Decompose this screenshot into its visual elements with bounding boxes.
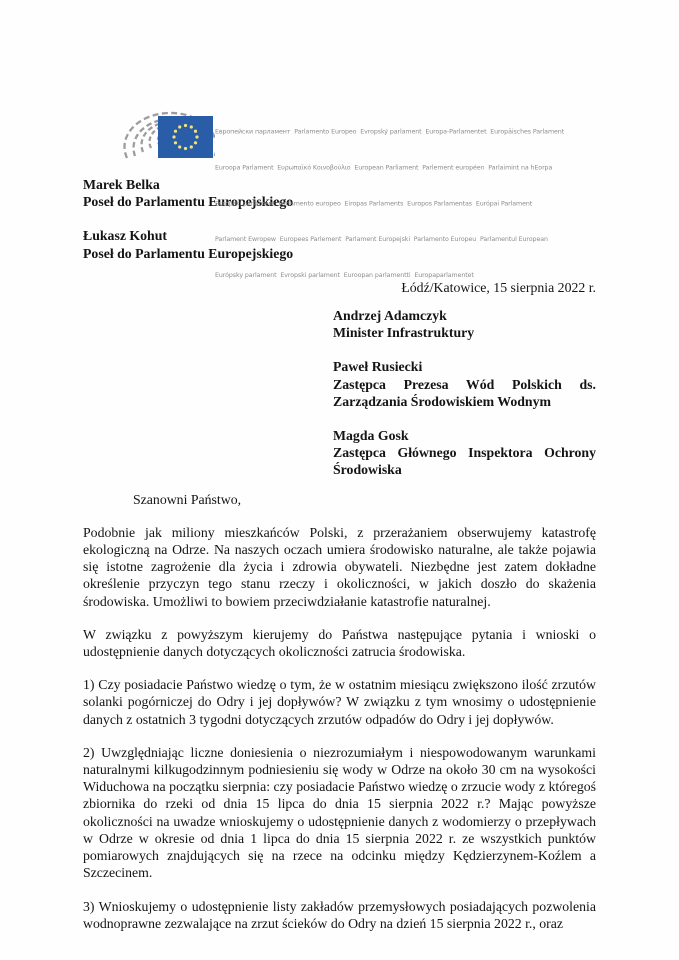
- wordmark-line: Европейски парламент Parlamento Europeo Evropský parlament Europa-Parlamentet Europäisches Parlament: [215, 128, 565, 136]
- recipient-name: Andrzej Adamczyk: [333, 308, 447, 324]
- sender-title: Poseł do Parlamentu Europejskiego: [83, 194, 294, 210]
- sender-name: Marek Belka: [83, 177, 160, 192]
- salutation: Szanowni Państwo,: [133, 491, 242, 507]
- wordmark-line: Europski parlament Parlamento europeo Eiropas Parlaments Europos Parlamentas Európai Parlament: [215, 200, 533, 208]
- wordmark-line: Euroopa Parlament Ευρωπαϊκό Κοινοβούλιο European Parliament Parlement européen Parlaimint na hEorpa: [215, 164, 553, 172]
- recipient: [333, 358, 596, 410]
- body-paragraph: Podobnie jak miliony mieszkańców Polski, z przerażaniem obserwujemy katastrofę ekologiczną na Odrze. Na naszych oczach umiera środowisko naturalne, ale także pojawia się istotne zagrożenie dla życia i zdrowia obywateli. Niezbędne jest zatem dokładne określenie przyczyn tego stanu rzeczy i okoliczności, w jakich doszło do skażenia środowiska. Umożliwi to bowiem przeciwdziałanie katastrofie naturalnej.: [83, 524, 596, 609]
- recipient-name: Paweł Rusiecki: [333, 359, 423, 375]
- recipient: [333, 427, 596, 479]
- body-paragraph: W związku z powyższym kierujemy do Państwa następujące pytania i wnioski o udostępnienie danych dotyczących okoliczności zatrucia środowiska.: [83, 626, 596, 660]
- wordmark-line: Parlament Ewropew Europees Parlement Parlament Europejski Parlamento Europeu Parlamentul European: [215, 236, 548, 244]
- recipients-block: [333, 307, 596, 479]
- recipient-title: Minister Infrastruktury: [333, 325, 475, 341]
- sender-title: Poseł do Parlamentu Europejskiego: [83, 245, 294, 261]
- ep-multilingual-wordmark: [215, 102, 601, 280]
- eu-flag-icon: [158, 116, 213, 158]
- dateline: Łódź/Katowice, 15 sierpnia 2022 r.: [401, 279, 596, 295]
- sender-name: Łukasz Kohut: [83, 228, 167, 244]
- recipient-name: Magda Gosk: [333, 428, 409, 444]
- recipient-title: Zastępca Głównego Inspektora Ochrony Środowiska: [333, 445, 596, 478]
- wordmark-line: Európsky parlament Evropski parlament Euroopan parlamentti Europaparlamentet: [215, 272, 474, 280]
- european-parliament-logo: [110, 98, 215, 168]
- recipient: [333, 307, 596, 341]
- body-paragraph: 1) Czy posiadacie Państwo wiedzę o tym, że w ostatnim miesiącu zwiększono ilość zrzutów solanki pogórniczej do Odry i jej dopływów? W związku z tym wnosimy o udostępnienie danych z ostatnich 3 tygodni dotyczących zrzutów odpadów do Odry i jej dopływów.: [83, 677, 596, 727]
- recipient-title: Zastępca Prezesa Wód Polskich ds. Zarządzania Środowiskiem Wodnym: [333, 376, 596, 409]
- body-paragraph: 2) Uwzględniając liczne doniesienia o niezrozumiałym i niespowodowanym warunkami naturalnymi kilkugodzinnym podniesieniu się wody w Odrze na około 30 cm na wysokości Widuchowa na początku sierpnia: czy posiadacie Państwo wiedzę o zrzucie wody z któregoś zbiornika do rzeki od dnia 15 lipca do dnia 15 sierpnia 2022 r.? Mając powyższe okoliczności na uwadze wnioskujemy o udostępnienie danych z wodomierzy o przepływach w Odrze w okresie od dnia 1 lipca do dnia 15 sierpnia 2022 r. ze wszystkich punktów pomiarowych znajdujących się na rzece na odcinku między Kędzierzynem-Koźlem a Szczecinem.: [83, 744, 596, 881]
- body-paragraph: 3) Wnioskujemy o udostępnienie listy zakładów przemysłowych posiadających pozwolenia wodnoprawne zezwalające na zrzut ścieków do Odry na dzień 15 sierpnia 2022 r., oraz: [83, 898, 596, 931]
